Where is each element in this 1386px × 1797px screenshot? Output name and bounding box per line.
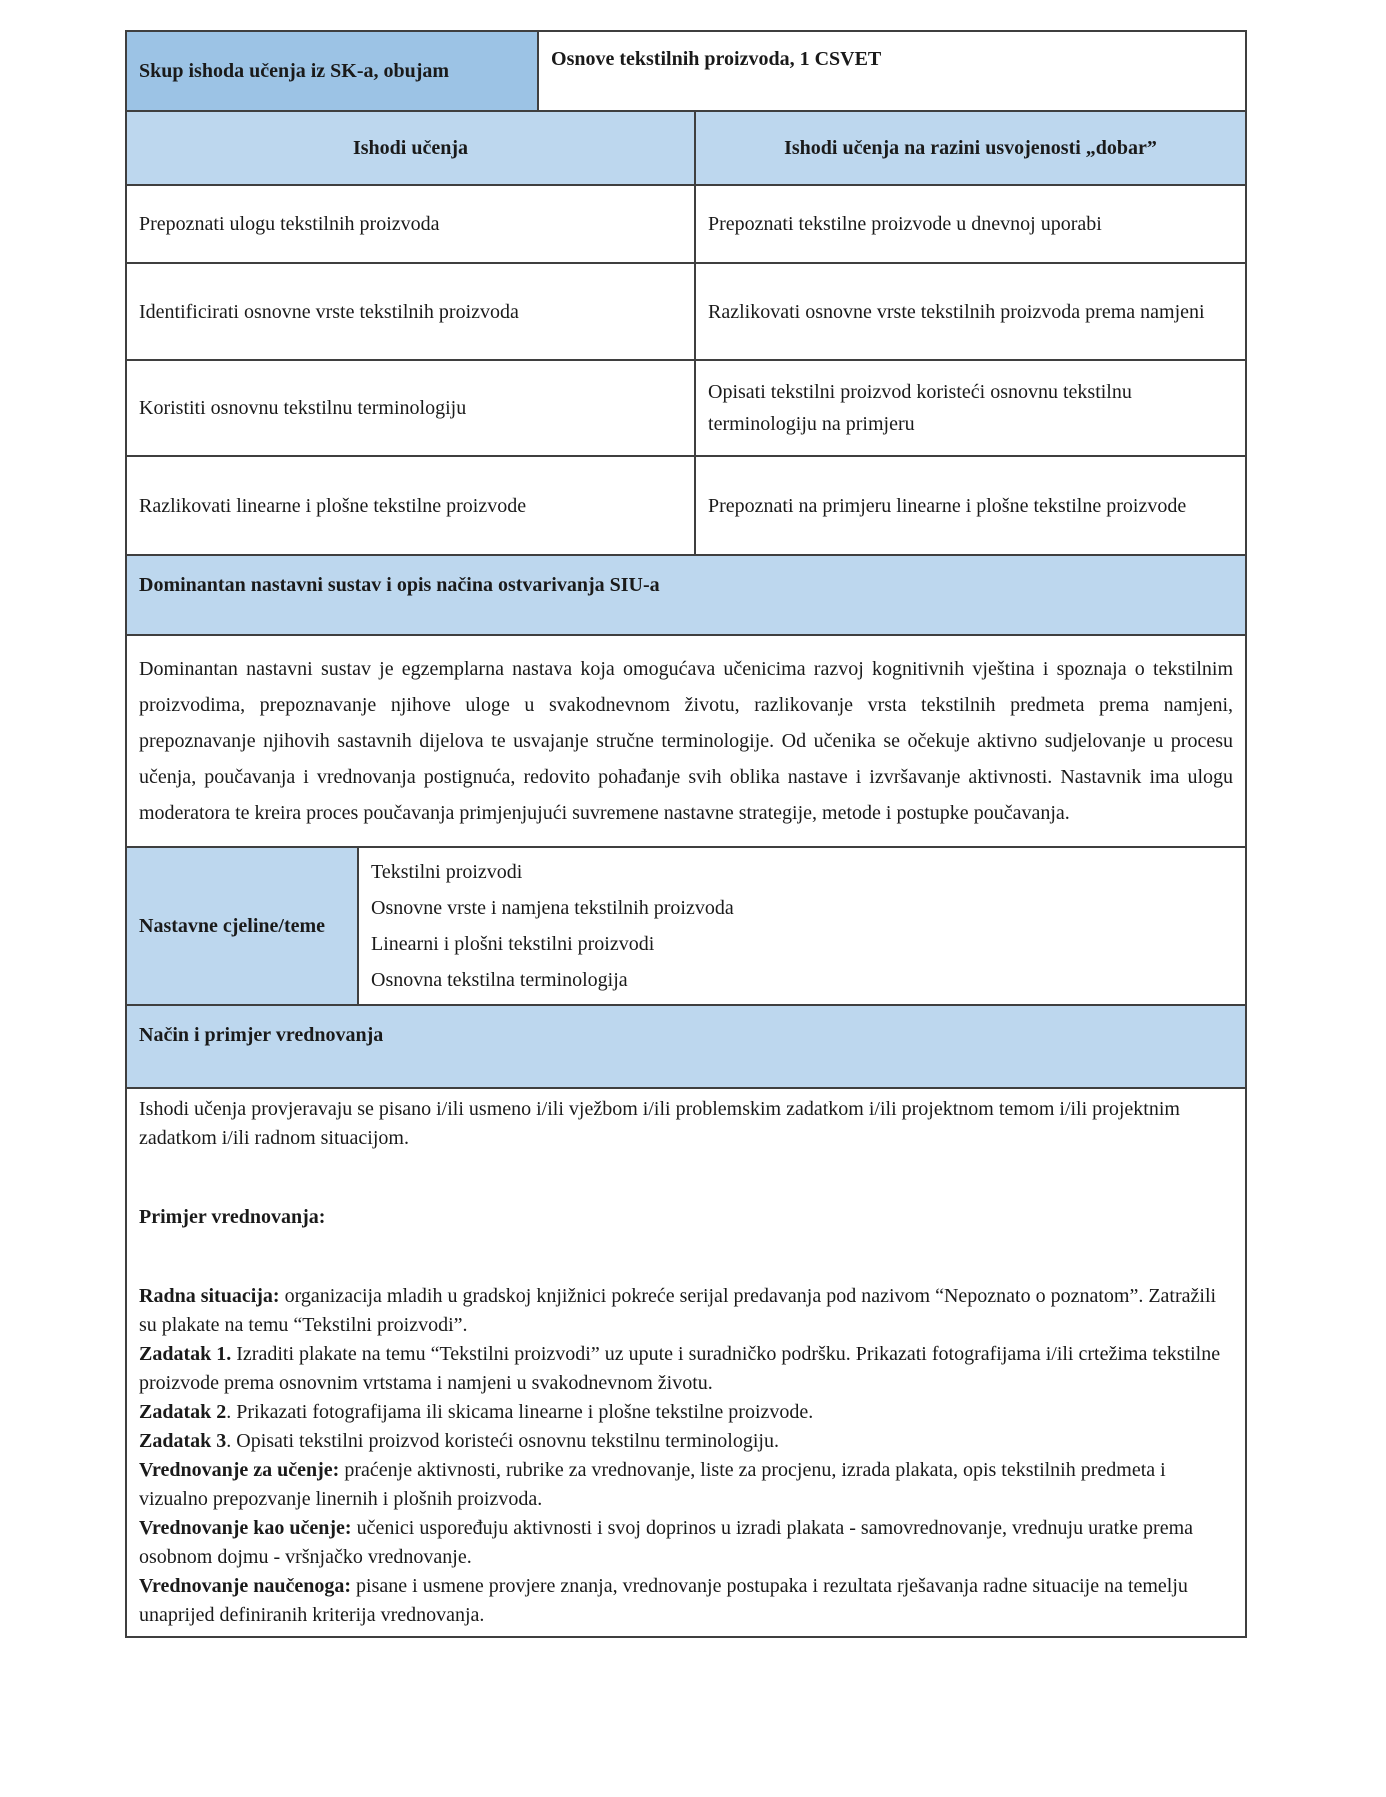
evaluation-item-label: Zadatak 2 bbox=[139, 1401, 227, 1423]
evaluation-item-text: Izraditi plakate na temu “Tekstilni proizvodi” uz upute i suradničko podršku. Prikazati fotografijama i/ili crtežima tekstilne proizvode prema osnovnim vrtstama i namjeni u svakodnevnom životu. bbox=[139, 1343, 1221, 1394]
good-level-header-cell: Ishodi učenja na razini usvojenosti „dobar” bbox=[695, 111, 1246, 185]
teaching-units-label-cell: Nastavne cjeline/teme bbox=[126, 847, 358, 1005]
evaluation-example-heading: Primjer vrednovanja: bbox=[139, 1206, 326, 1228]
outcome-cell: Razlikovati linearne i plošne tekstilne proizvode bbox=[126, 456, 695, 555]
dominant-system-description-row bbox=[126, 635, 1246, 847]
evaluation-header-row bbox=[126, 1005, 1246, 1088]
unit-set-value-cell: Osnove tekstilnih proizvoda, 1 CSVET bbox=[538, 31, 1246, 111]
teaching-unit-item: Osnovne vrste i namjena tekstilnih proizvoda bbox=[371, 897, 734, 919]
evaluation-body-row bbox=[126, 1088, 1246, 1637]
curriculum-table bbox=[125, 30, 1247, 1638]
evaluation-item bbox=[139, 1282, 1233, 1340]
evaluation-item-label: Vrednovanje naučenoga: bbox=[139, 1575, 352, 1597]
outcome-row bbox=[126, 185, 1246, 263]
dominant-system-header-row bbox=[126, 555, 1246, 635]
teaching-unit-item: Osnovna tekstilna terminologija bbox=[371, 969, 628, 991]
evaluation-item bbox=[139, 1514, 1233, 1572]
outcome-cell: Identificirati osnovne vrste tekstilnih proizvoda bbox=[126, 263, 695, 360]
evaluation-item-text: praćenje aktivnosti, rubrike za vrednovanje, liste za procjenu, izrada plakata, opis tekstilnih predmeta i vizualno prepozvanje linernih i plošnih proizvoda. bbox=[139, 1459, 1166, 1510]
outcome-row bbox=[126, 263, 1246, 360]
evaluation-intro: Ishodi učenja provjeravaju se pisano i/ili usmeno i/ili vježbom i/ili problemskim zadatkom i/ili projektnom temom i/ili projektnim zadatkom i/ili radnom situacijom. bbox=[139, 1098, 1180, 1149]
unit-set-row bbox=[126, 31, 1246, 111]
column-header-row bbox=[126, 111, 1246, 185]
dominant-system-description: Dominantan nastavni sustav je egzemplarna nastava koja omogućava učenicima razvoj kognitivnih vještina i spoznaja o tekstilnim proizvodima, prepoznavanje njihove uloge u svakodnevnom životu, razlikovanje vrsta tekstilnih predmeta prema namjeni, prepoznavanje njihovih sastavnih dijelova te usvajanje stručne terminologije. Od učenika se očekuje aktivno sudjelovanje u procesu učenja, poučavanja i vrednovanja postignuća, redovito pohađanje svih oblika nastave i izvršavanje aktivnosti. Nastavnik ima ulogu moderatora te kreira proces poučavanja primjenjujući suvremene nastavne strategije, metode i postupke poučavanja. bbox=[126, 635, 1246, 847]
evaluation-item bbox=[139, 1340, 1233, 1398]
good-level-cell: Opisati tekstilni proizvod koristeći osnovnu tekstilnu terminologiju na primjeru bbox=[695, 360, 1246, 456]
outcome-row bbox=[126, 456, 1246, 555]
evaluation-body bbox=[126, 1088, 1246, 1637]
evaluation-item-label: Vrednovanje za učenje: bbox=[139, 1459, 340, 1481]
evaluation-header: Način i primjer vrednovanja bbox=[126, 1005, 1246, 1088]
evaluation-item bbox=[139, 1427, 1233, 1456]
teaching-unit-item: Tekstilni proizvodi bbox=[371, 861, 523, 883]
evaluation-item-text: pisane i usmene provjere znanja, vrednovanje postupaka i rezultata rješavanja radne situacije na temelju unaprijed definiranih kriterija vrednovanja. bbox=[139, 1575, 1188, 1626]
outcome-cell: Koristiti osnovnu tekstilnu terminologiju bbox=[126, 360, 695, 456]
evaluation-item bbox=[139, 1456, 1233, 1514]
outcomes-header-cell: Ishodi učenja bbox=[126, 111, 695, 185]
evaluation-item-label: Zadatak 1. bbox=[139, 1343, 232, 1365]
good-level-cell: Prepoznati na primjeru linearne i plošne tekstilne proizvode bbox=[695, 456, 1246, 555]
evaluation-item-text: organizacija mladih u gradskoj knjižnici pokreće serijal predavanja pod nazivom “Nepoznato o poznatom”. Zatražili su plakate na temu “Tekstilni proizvodi”. bbox=[139, 1285, 1217, 1336]
evaluation-item-label: Vrednovanje kao učenje: bbox=[139, 1517, 352, 1539]
evaluation-item bbox=[139, 1572, 1233, 1630]
evaluation-item-text: . Opisati tekstilni proizvod koristeći osnovnu tekstilnu terminologiju. bbox=[226, 1430, 779, 1452]
dominant-system-header: Dominantan nastavni sustav i opis načina ostvarivanja SIU-a bbox=[126, 555, 1246, 635]
good-level-cell: Razlikovati osnovne vrste tekstilnih proizvoda prema namjeni bbox=[695, 263, 1246, 360]
unit-set-label-cell: Skup ishoda učenja iz SK-a, obujam bbox=[126, 31, 538, 111]
outcome-cell: Prepoznati ulogu tekstilnih proizvoda bbox=[126, 185, 695, 263]
evaluation-item-text: učenici uspoređuju aktivnosti i svoj doprinos u izradi plakata - samovrednovanje, vrednuju uratke prema osobnom dojmu - vršnjačko vrednovanje. bbox=[139, 1517, 1194, 1568]
teaching-units-list bbox=[358, 847, 1246, 1005]
outcome-row bbox=[126, 360, 1246, 456]
evaluation-item-label: Zadatak 3 bbox=[139, 1430, 227, 1452]
evaluation-item-text: . Prikazati fotografijama ili skicama linearne i plošne tekstilne proizvode. bbox=[226, 1401, 814, 1423]
teaching-unit-item: Linearni i plošni tekstilni proizvodi bbox=[371, 933, 655, 955]
good-level-cell: Prepoznati tekstilne proizvode u dnevnoj uporabi bbox=[695, 185, 1246, 263]
evaluation-item bbox=[139, 1398, 1233, 1427]
evaluation-item-label: Radna situacija: bbox=[139, 1285, 280, 1307]
teaching-units-row bbox=[126, 847, 1246, 1005]
